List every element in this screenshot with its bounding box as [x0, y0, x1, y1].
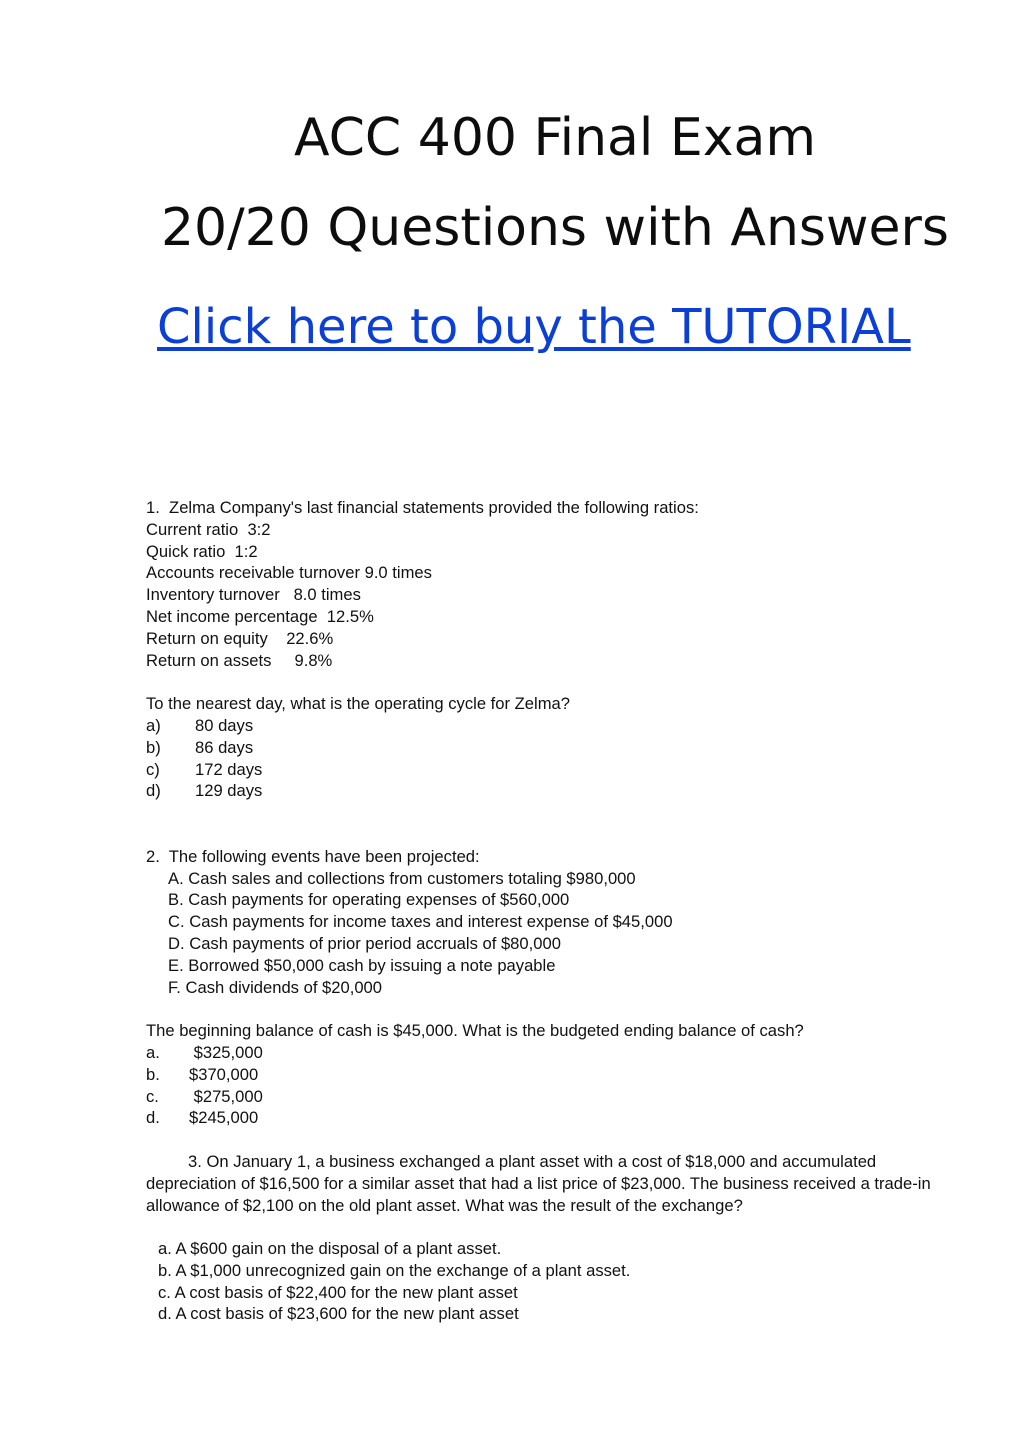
answer-option — [146, 715, 946, 737]
question-2 — [146, 846, 946, 1129]
option-label: d. — [146, 1108, 160, 1128]
document-title: ACC 400 Final Exam — [293, 108, 817, 168]
answer-option: d. A cost basis of $23,600 for the new plant asset — [158, 1304, 519, 1324]
option-label: a. — [146, 1042, 160, 1062]
option-label: b) — [146, 737, 161, 757]
projected-event: E. Borrowed $50,000 cash by issuing a note payable — [168, 955, 556, 975]
option-label: a) — [146, 715, 161, 735]
answer-option — [146, 737, 946, 759]
question-2-stem: 2. The following events have been projected: — [146, 846, 480, 866]
option-label: c) — [146, 759, 160, 779]
projected-event: C. Cash payments for income taxes and interest expense of $45,000 — [168, 912, 673, 932]
ratio-line: Inventory turnover 8.0 times — [146, 585, 361, 605]
ratio-line: Accounts receivable turnover 9.0 times — [146, 563, 432, 583]
option-label: d) — [146, 781, 161, 801]
projected-event: B. Cash payments for operating expenses of $560,000 — [168, 890, 570, 910]
answer-option — [146, 1107, 946, 1129]
ratio-line: Net income percentage 12.5% — [146, 606, 374, 626]
answer-option — [146, 780, 946, 802]
option-text: $325,000 — [189, 1042, 263, 1062]
projected-event: F. Cash dividends of $20,000 — [168, 977, 383, 997]
exam-questions — [146, 497, 946, 1325]
ratio-line: Return on assets 9.8% — [146, 650, 333, 670]
option-text: $275,000 — [189, 1086, 263, 1106]
option-text: 80 days — [195, 715, 254, 735]
option-label: c. — [146, 1086, 159, 1106]
option-text: 172 days — [195, 759, 263, 779]
option-text: 129 days — [195, 781, 263, 801]
answer-option — [146, 1064, 946, 1086]
answer-option — [146, 1086, 946, 1108]
buy-tutorial-link[interactable]: Click here to buy the TUTORIAL — [157, 299, 911, 355]
ratio-line: Quick ratio 1:2 — [146, 541, 258, 561]
question-3 — [146, 1151, 946, 1325]
projected-event: A. Cash sales and collections from customers totaling $980,000 — [168, 868, 636, 888]
question-2-prompt: The beginning balance of cash is $45,000. What is the budgeted ending balance of cash? — [146, 1021, 804, 1041]
option-label: b. — [146, 1064, 160, 1084]
question-1-stem: 1. Zelma Company's last financial statements provided the following ratios: — [146, 498, 699, 517]
answer-option: c. A cost basis of $22,400 for the new plant asset — [158, 1282, 518, 1302]
question-3-stem: 3. On January 1, a business exchanged a plant asset with a cost of $18,000 and accumulated depreciation of $16,500 for a similar asset that had a list price of $23,000. The business received a trade-in allowance of $2,100 on the old plant asset. What was the result of the exchange? — [146, 1151, 931, 1215]
answer-option — [146, 1042, 946, 1064]
answer-option: a. A $600 gain on the disposal of a plant asset. — [158, 1239, 502, 1259]
question-1-prompt: To the nearest day, what is the operating cycle for Zelma? — [146, 694, 570, 714]
question-1 — [146, 497, 946, 802]
document-subtitle: 20/20 Questions with Answers — [160, 198, 950, 258]
option-text: $245,000 — [189, 1108, 259, 1128]
projected-event: D. Cash payments of prior period accruals of $80,000 — [168, 933, 561, 953]
ratio-line: Current ratio 3:2 — [146, 519, 271, 539]
answer-option — [146, 759, 946, 781]
option-text: $370,000 — [189, 1064, 259, 1084]
answer-option: b. A $1,000 unrecognized gain on the exchange of a plant asset. — [158, 1260, 631, 1280]
option-text: 86 days — [195, 737, 254, 757]
ratio-line: Return on equity 22.6% — [146, 628, 334, 648]
